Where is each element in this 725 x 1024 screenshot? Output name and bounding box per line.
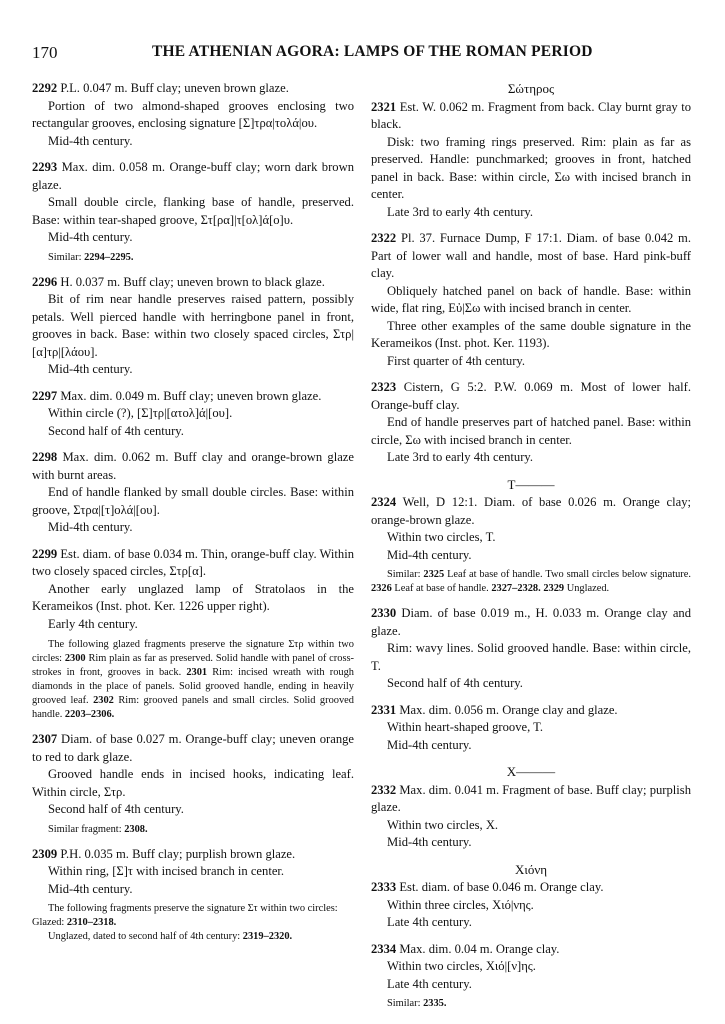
entry-date: Mid-4th century.	[48, 881, 133, 896]
entry-number: 2299	[32, 546, 58, 561]
similar-note	[32, 823, 354, 837]
running-title: THE ATHENIAN AGORA: LAMPS OF THE ROMAN PERIOD	[152, 43, 593, 60]
entry-date: Mid-4th century.	[48, 520, 133, 534]
unglazed-numbers: 2319–2320.	[242, 931, 293, 942]
entry-date: Second half of 4th century.	[48, 802, 184, 816]
note-number: 2326	[371, 583, 392, 594]
entry-number: 2298	[32, 450, 58, 464]
entry-description: Pl. 37. Furnace Dump, F 17:1. Diam. of base 0.042 m. Part of lower wall and handle, most of base. Hard pink-buff clay.	[371, 231, 691, 280]
entry-description: Max. dim. 0.062 m. Buff clay and orange-brown glaze with burnt areas.	[32, 450, 354, 482]
entry-date: Late 3rd to early 4th century.	[387, 450, 534, 464]
entry-date: Early 4th century.	[48, 616, 138, 631]
entry-number: 2330	[371, 606, 397, 620]
entry-body: Obliquely hatched panel on back of handle. Base: within wide, flat ring, Εὐ|Σω with incised branch in center.	[371, 283, 691, 315]
entry-body: Another early unglazed lamp of Stratolaos in the Kerameikos (Inst. phot. Ker. 1226 upper right).	[32, 581, 354, 613]
entry-date: Mid-4th century.	[387, 737, 472, 752]
entry-description: Max. dim. 0.056 m. Orange clay and glaze.	[399, 702, 618, 717]
note-text: Leaf at base of handle.	[394, 583, 489, 594]
entry-body: Within two circles, T.	[387, 530, 496, 544]
entry-number: 2322	[371, 231, 397, 245]
entry-date: Late 3rd to early 4th century.	[387, 204, 534, 219]
similar-note	[32, 251, 354, 265]
unglazed-label: Unglazed, dated to second half of 4th century:	[48, 931, 241, 942]
note-text: Rim: incised wreath with rough diamonds in the place of panels. Solid grooved handle, ending in heavily grooved leaf.	[32, 667, 354, 706]
catalog-entry-2324	[371, 494, 691, 596]
similar-note	[371, 997, 691, 1011]
note-text: Rim plain as far as preserved. Solid handle with panel of cross-strokes in front, grooves in back.	[32, 653, 354, 678]
entry-date: Second half of 4th century.	[48, 423, 184, 438]
section-heading-soteros: Σώτηρος	[507, 81, 555, 96]
catalog-entry-2293	[32, 159, 354, 265]
entry-number: 2323	[371, 380, 397, 394]
entry-date: First quarter of 4th century.	[387, 353, 526, 368]
entry-description: Diam. of base 0.027 m. Orange-buff clay; uneven orange to red to dark glaze.	[32, 732, 354, 764]
entry-number: 2309	[32, 846, 58, 861]
note-text: The following glazed fragments preserve the signature Στρ within two circles:	[32, 639, 354, 664]
similar-numbers: 2294–2295.	[84, 251, 134, 263]
similar-label: Similar:	[387, 998, 421, 1009]
catalog-entry-2297	[32, 388, 354, 441]
entry-number: 2292	[32, 81, 58, 95]
page-number: 170	[32, 43, 58, 62]
entry-description: Est. diam. of base 0.046 m. Orange clay.	[399, 880, 604, 894]
entry-number: 2332	[371, 782, 397, 797]
catalog-entry-2298	[32, 449, 354, 537]
section-heading-t: T———	[507, 476, 555, 492]
entry-number: 2324	[371, 495, 397, 509]
catalog-entry-2333	[371, 879, 691, 932]
glazed-fragments-note	[32, 638, 354, 722]
entry-description: Max. dim. 0.04 m. Orange clay.	[399, 941, 560, 956]
entry-description: Diam. of base 0.019 m., H. 0.033 m. Orange clay and glaze.	[371, 606, 691, 638]
entry-body: Within heart-shaped groove, T.	[387, 720, 544, 734]
note-text: Unglazed.	[566, 583, 610, 594]
entry-body: Grooved handle ends in incised hooks, indicating leaf. Within circle, Στρ.	[32, 767, 354, 799]
entry-date: Mid-4th century.	[387, 547, 472, 562]
similar-label: Similar:	[387, 569, 421, 580]
entry-body: Bit of rim near handle preserves raised pattern, possibly petals. Well pierced handle with herringbone panel in front, grooves in back. Base: within two closely spaced circles, Στρ|[α]τρ|[λάου].	[32, 292, 354, 359]
entry-body: Within three circles, Χιό|νης.	[387, 897, 534, 912]
entry-number: 2331	[371, 702, 397, 717]
signature-fragments-note	[32, 902, 354, 944]
section-heading-x: X———	[506, 764, 556, 779]
glazed-numbers: 2310–2318.	[66, 917, 117, 928]
entry-body: Small double circle, flanking base of handle, preserved. Base: within tear-shaped groove, Στ[ρα]|τ[ολ]ά[ο]υ.	[32, 195, 354, 227]
entry-body: Disk: two framing rings preserved. Rim: plain as far as preserved. Handle: punchmarked; grooves in front, hatched panel in back. Base: within circle, Σω with incised branch in center.	[371, 134, 691, 201]
entry-description: Max. dim. 0.058 m. Orange-buff clay; worn dark brown glaze.	[32, 160, 354, 192]
entry-description: Max. dim. 0.049 m. Buff clay; uneven brown glaze.	[60, 388, 322, 403]
catalog-entry-2331	[371, 702, 691, 755]
entry-date: Late 4th century.	[387, 976, 472, 991]
catalog-entry-2334	[371, 941, 691, 1012]
catalog-entry-2309	[32, 846, 354, 945]
entry-body: Within two circles, Χιό|[ν]ης.	[387, 959, 536, 973]
similar-label: Similar fragment:	[48, 823, 122, 835]
note-text: Rim: grooved panels and small circles. Solid grooved handle.	[32, 695, 354, 720]
entry-description: P.H. 0.035 m. Buff clay; purplish brown glaze.	[60, 846, 296, 861]
similar-numbers: 2335.	[423, 998, 447, 1009]
entry-description: Max. dim. 0.041 m. Fragment of base. Buff clay; purplish glaze.	[371, 782, 691, 814]
glazed-label: Glazed:	[32, 917, 65, 928]
catalog-entry-2332	[371, 782, 691, 852]
entry-body: Portion of two almond-shaped grooves enclosing two rectangular grooves, enclosing signature [Σ]τρα|τολά|ου.	[32, 98, 354, 130]
entry-description: Est. diam. of base 0.034 m. Thin, orange-buff clay. Within two closely spaced circles, Στρ[α].	[32, 546, 354, 578]
entry-description: Well, D 12:1. Diam. of base 0.026 m. Orange clay; orange-brown glaze.	[371, 495, 692, 527]
entry-description: H. 0.037 m. Buff clay; uneven brown to black glaze.	[60, 274, 325, 289]
note-text: The following fragments preserve the signature Στ within two circles:	[48, 903, 338, 914]
note-number: 2325	[423, 569, 445, 580]
entry-number: 2296	[32, 274, 58, 289]
entry-number: 2293	[32, 160, 58, 174]
entry-number: 2334	[371, 941, 397, 956]
catalog-entry-2296	[32, 274, 354, 379]
entry-date: Mid-4th century.	[48, 133, 133, 148]
section-heading-xione: Χιόνη	[514, 861, 548, 877]
similar-note	[371, 568, 691, 596]
entry-date: Mid-4th century.	[48, 230, 133, 244]
catalog-entry-2323	[371, 379, 691, 467]
similar-numbers: 2308.	[124, 823, 148, 835]
note-text: Leaf at base of handle. Two small circles below signature.	[447, 569, 691, 580]
entry-description: Est. W. 0.062 m. Fragment from back. Clay burnt gray to black.	[371, 99, 691, 131]
entry-date: Mid-4th century.	[48, 362, 133, 376]
catalog-entry-2292	[32, 80, 354, 150]
left-column	[32, 80, 354, 953]
entry-description: P.L. 0.047 m. Buff clay; uneven brown glaze.	[60, 81, 289, 95]
note-number: 2302	[93, 695, 114, 706]
entry-body: Within two circles, X.	[387, 817, 499, 832]
note-number: 2301	[186, 667, 208, 678]
entry-date: Mid-4th century.	[387, 835, 472, 849]
similar-label: Similar:	[48, 251, 82, 263]
note-number: 2203–2306.	[64, 709, 115, 720]
entry-number: 2297	[32, 388, 58, 403]
entry-date: Second half of 4th century.	[387, 676, 523, 690]
note-number: 2327–2328.	[491, 583, 541, 594]
entry-number: 2307	[32, 732, 58, 746]
entry-body: End of handle flanked by small double circles. Base: within groove, Στρα|[τ]ολά|[ου].	[32, 485, 354, 517]
entry-body: End of handle preserves part of hatched panel. Base: within circle, Σω with incised branch in center.	[371, 415, 691, 447]
catalog-entry-2322	[371, 230, 691, 370]
entry-date: Late 4th century.	[387, 915, 472, 929]
entry-description: Cistern, G 5:2. P.W. 0.069 m. Most of lower half. Orange-buff clay.	[371, 380, 691, 412]
entry-body: Within circle (?), [Σ]τρ|[ατολ]ά|[ου].	[48, 406, 233, 420]
entry-body: Within ring, [Σ]τ with incised branch in center.	[48, 864, 285, 878]
catalog-entry-2299	[32, 546, 354, 723]
catalog-entry-2330	[371, 605, 691, 693]
note-number: 2329	[543, 583, 565, 594]
right-column	[371, 80, 691, 1020]
entry-body: Rim: wavy lines. Solid grooved handle. Base: within circle, T.	[371, 641, 691, 673]
entry-body-2: Three other examples of the same double signature in the Kerameikos (Inst. phot. Ker. 1193).	[371, 318, 691, 350]
note-number: 2300	[64, 653, 86, 664]
entry-number: 2333	[371, 880, 397, 894]
page-header	[32, 43, 685, 65]
entry-number: 2321	[371, 99, 397, 114]
catalog-entry-2321	[371, 99, 691, 222]
catalog-entry-2307	[32, 731, 354, 837]
